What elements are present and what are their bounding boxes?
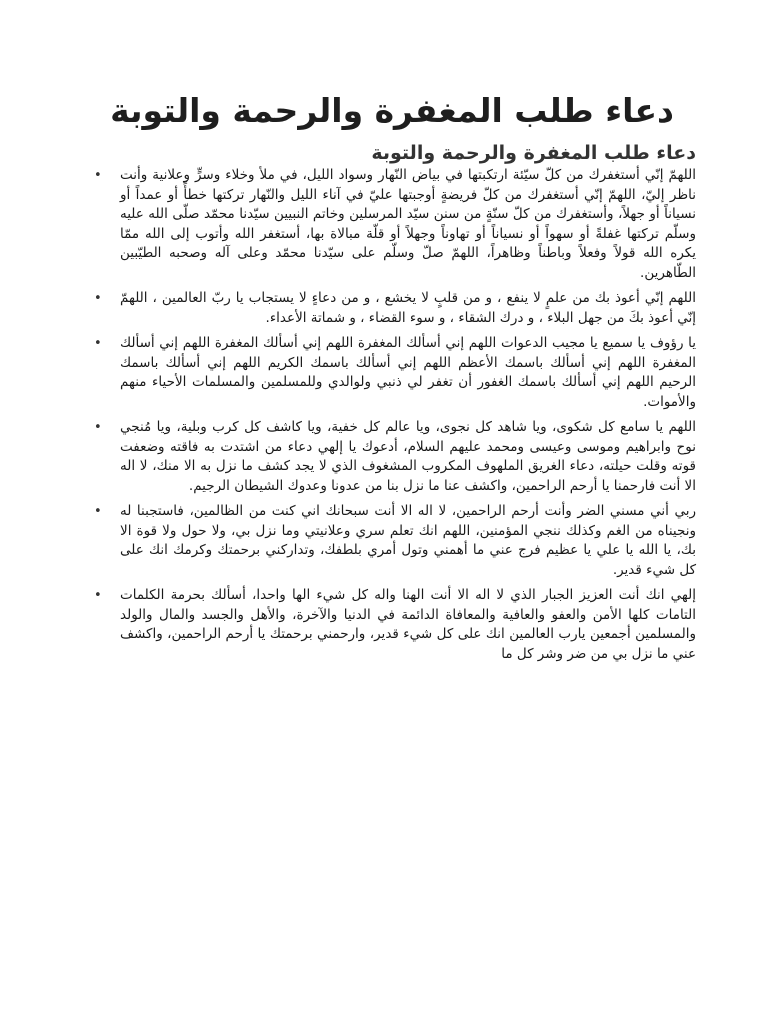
list-item-text: اللهم إنّي أعوذ بك من علمٍ لا ينفع ، و من قلبٍ لا يخشع ، و من دعاءٍ لا يستجاب يا ربّ العالمين ، اللهمّ إنّي أعوذ بكَ من جهل البلاء ، و درك الشقاء ، و سوء القضاء ، و شماتة الأعداء.	[120, 290, 696, 326]
list-item	[92, 166, 696, 283]
bullet-icon: •	[94, 588, 102, 603]
page-title: دعاء طلب المغفرة والرحمة والتوبة	[110, 91, 674, 130]
bullet-icon: •	[94, 168, 102, 183]
list-item-text: اللهم يا سامع كل شكوى، ويا شاهد كل نجوى، ويا عالم كل خفية، ويا كاشف كل كرب وبلية، ويا مُنجي نوح وابراهيم وموسى وعيسى ومحمد عليهم السلام، أدعوك يا إلهي دعاء من اشتدت به فاقته وضعفت قوته وقلت حيلته، دعاء الغريق الملهوف المكروب المشغوف الذي لا يجد كشف ما نزل به الا منك، لا اله الا أنت فارحمنا يا أرحم الراحمين، واكشف عنا ما نزل بنا من عدونا وعدوك الشيطان الرجيم.	[120, 419, 696, 494]
section-heading: دعاء طلب المغفرة والرحمة والتوبة	[371, 142, 696, 164]
list-item-text: يا رؤوف يا سميع يا مجيب الدعوات اللهم إني أسألك المغفرة اللهم إني أسألك المغفرة اللهم إني أسألك المغفرة اللهم إني أسألك باسمك الأعظم اللهم إني أسألك باسمك الكريم اللهم إني أسألك باسمك الرحيم اللهم إني أسألك باسمك الغفور أن تغفر لي ذنبي ولوالدي وللمسلمين والمسلمات الأحياء منهم والأموات.	[120, 335, 696, 410]
bullet-icon: •	[94, 420, 102, 435]
bullet-icon: •	[94, 504, 102, 519]
bullet-icon: •	[94, 336, 102, 351]
list-item	[92, 586, 696, 664]
list-item-text: ربي أني مسني الضر وأنت أرحم الراحمين، لا اله الا أنت سبحانك اني كنت من الظالمين، فاستجبنا له ونجيناه من الغم وكذلك ننجي المؤمنين، اللهم انك تعلم سري وعلانيتي وما نزل بي، ولا حول ولا قوة الا بك، يا الله يا علي يا عظيم فرج عني ما أهمني وتول أمري بلطفك، وتداركني برحمتك وكرمك انك على كل شيء قدير.	[120, 503, 696, 578]
list-item-text: اللهمّ إنّي أستغفرك من كلّ سيّئة ارتكبتها في بياض النّهار وسواد الليل، في ملأ وخلاء وسرٍّ وعلانية وأنت ناظر إليّ، اللهمّ إنّي أستغفرك من كلّ فريضةٍ أوجبتها عليّ في آناء الليل والنّهار تركتها خطأً أو عمداً أو نسياناً أو جهلاً، وأستغفرك من كلّ سنّةٍ من سنن سيّد المرسلين وخاتم النبيين سيّدنا محمّد صلّى الله عليه وسلّم تركتها غفلةً أو سهواً أو نسياناً أو تهاوناً وجهلاً أو قلّة مبالاة بها، أستغفر الله وأتوب إلى الله ممّا يكره الله قولاً وفعلاً وباطناً وظاهراً، اللهمّ صلّ وسلّم على سيّدنا محمّد وعلى آله وصحبه الطيّبين الطّاهرين.	[120, 167, 696, 281]
list-item	[92, 289, 696, 328]
list-item	[92, 334, 696, 412]
dua-list	[92, 166, 696, 664]
list-item	[92, 502, 696, 580]
bullet-icon: •	[94, 291, 102, 306]
list-item	[92, 418, 696, 496]
list-item-text: إلهي انك أنت العزيز الجبار الذي لا اله الا أنت الهنا واله كل شيء الها واحدا، أسألك بحرمة الكلمات التامات كلها الأمن والعفو والعافية والمعافاة الدائمة في الدنيا والآخرة، والأهل والجسد والمال والولد والمسلمين أجمعين يارب العالمين انك على كل شيء قدير، وارحمني برحمتك يا أرحم الراحمين، واكشف عني ما نزل بي من ضر وشر كل ما	[120, 587, 696, 662]
